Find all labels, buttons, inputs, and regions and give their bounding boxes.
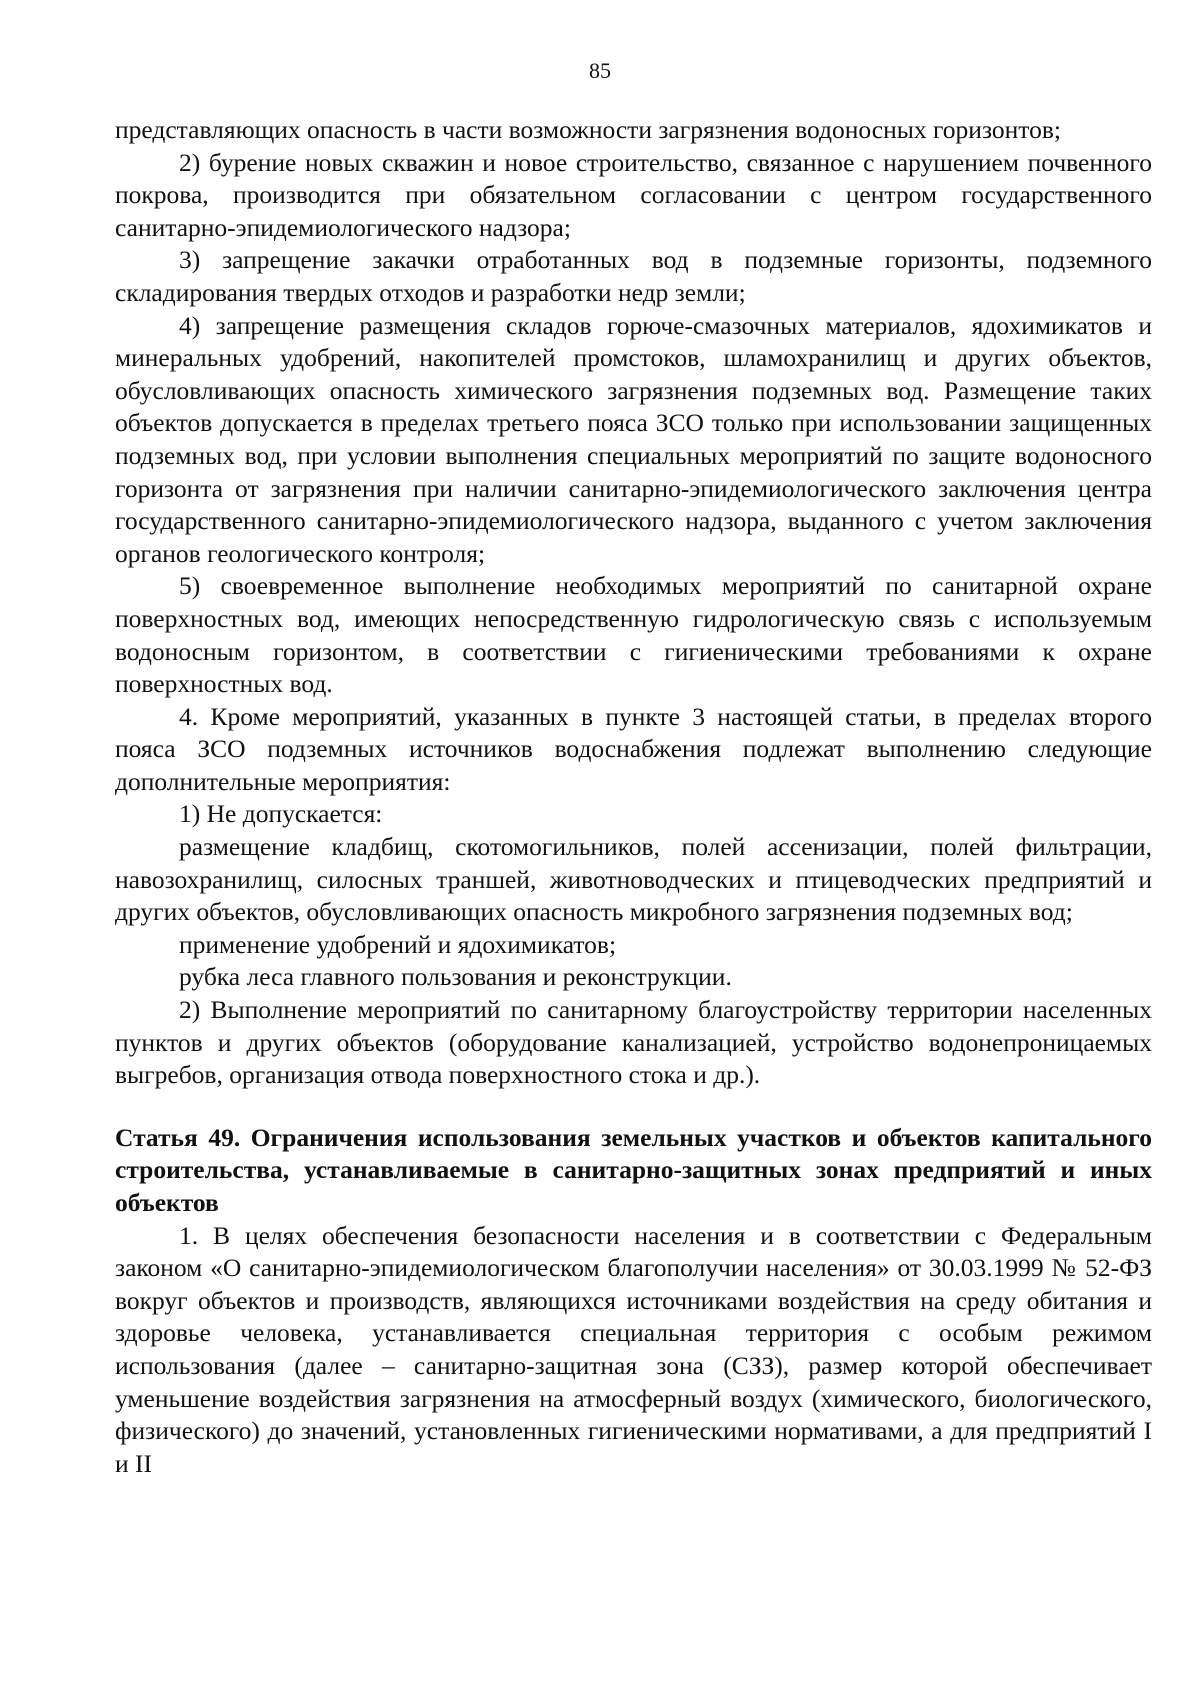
paragraph-improvement: 2) Выполнение мероприятий по санитарному благоустройству территории населенных пунктов и других объектов (оборудование канализацией, устройство водонепроницаемых выгребов, организация отвода поверхностного стока и др.).: [115, 995, 1152, 1090]
paragraph-continuation: представляющих опасность в части возможности загрязнения водоносных горизонтов;: [115, 115, 1061, 144]
document-body: [115, 114, 1152, 1480]
paragraph-item-3: 3) запрещение закачки отработанных вод в подземные горизонты, подземного складирования твердых отходов и разработки недр земли;: [115, 245, 1152, 307]
paragraph-item-4: 4) запрещение размещения складов горюче-смазочных материалов, ядохимикатов и минеральных удобрений, накопителей промстоков, шламохранилищ и других объектов, обусловливающих опасность химического загрязнения подземных вод. Размещение таких объектов допускается в пределах третьего пояса ЗСО только при использовании защищенных подземных вод, при условии выполнения специальных мероприятий по защите водоносного горизонта от загрязнения при наличии санитарно-эпидемиологического заключения центра государственного санитарно-эпидемиологического надзора, выданного с учетом заключения органов геологического контроля;: [115, 310, 1152, 568]
paragraph-not-allowed: 1) Не допускается:: [179, 799, 383, 829]
paragraph-item-5: 5) своевременное выполнение необходимых мероприятий по санитарной охране поверхностных вод, имеющих непосредственную гидрологическую связь с используемым водоносным горизонтом, в соответствии с гигиеническими требованиями к охране поверхностных вод.: [115, 571, 1152, 699]
article-49-paragraph-1: 1. В целях обеспечения безопасности населения и в соответствии с Федеральным законом «О санитарно-эпидемиологическом благополучии населения» от 30.03.1999 № 52-ФЗ вокруг объектов и производств, являющихся источниками воздействия на среду обитания и здоровье человека, устанавливается специальная территория с особым режимом использования (далее – санитарно-защитная зона (СЗЗ), размер которой обеспечивает уменьшение воздействия загрязнения на атмосферный воздух (химического, биологического, физического) до значений, установленных гигиеническими нормативами, а для предприятий I и II: [115, 1220, 1152, 1478]
paragraph-fertilizers: применение удобрений и ядохимикатов;: [179, 929, 617, 959]
paragraph-item-2: 2) бурение новых скважин и новое строительство, связанное с нарушением почвенного покрова, производится при обязательном согласовании с центром государственного санитарно-эпидемиологического надзора;: [115, 147, 1152, 242]
paragraph-placement-list: размещение кладбищ, скотомогильников, полей ассенизации, полей фильтрации, навозохранилищ, силосных траншей, животноводческих и птицеводческих предприятий и других объектов, обусловливающих опасность микробного загрязнения подземных вод;: [115, 832, 1152, 927]
article-49-title: Статья 49. Ограничения использования земельных участков и объектов капитального строительства, устанавливаемые в санитарно-защитных зонах предприятий и иных объектов: [115, 1122, 1152, 1217]
paragraph-logging: рубка леса главного пользования и реконструкции.: [179, 962, 732, 992]
paragraph-point-4: 4. Кроме мероприятий, указанных в пункте 3 настоящей статьи, в пределах второго пояса ЗСО подземных источников водоснабжения подлежат выполнению следующие дополнительные мероприятия:: [115, 701, 1152, 796]
page-number: 85: [589, 58, 611, 83]
